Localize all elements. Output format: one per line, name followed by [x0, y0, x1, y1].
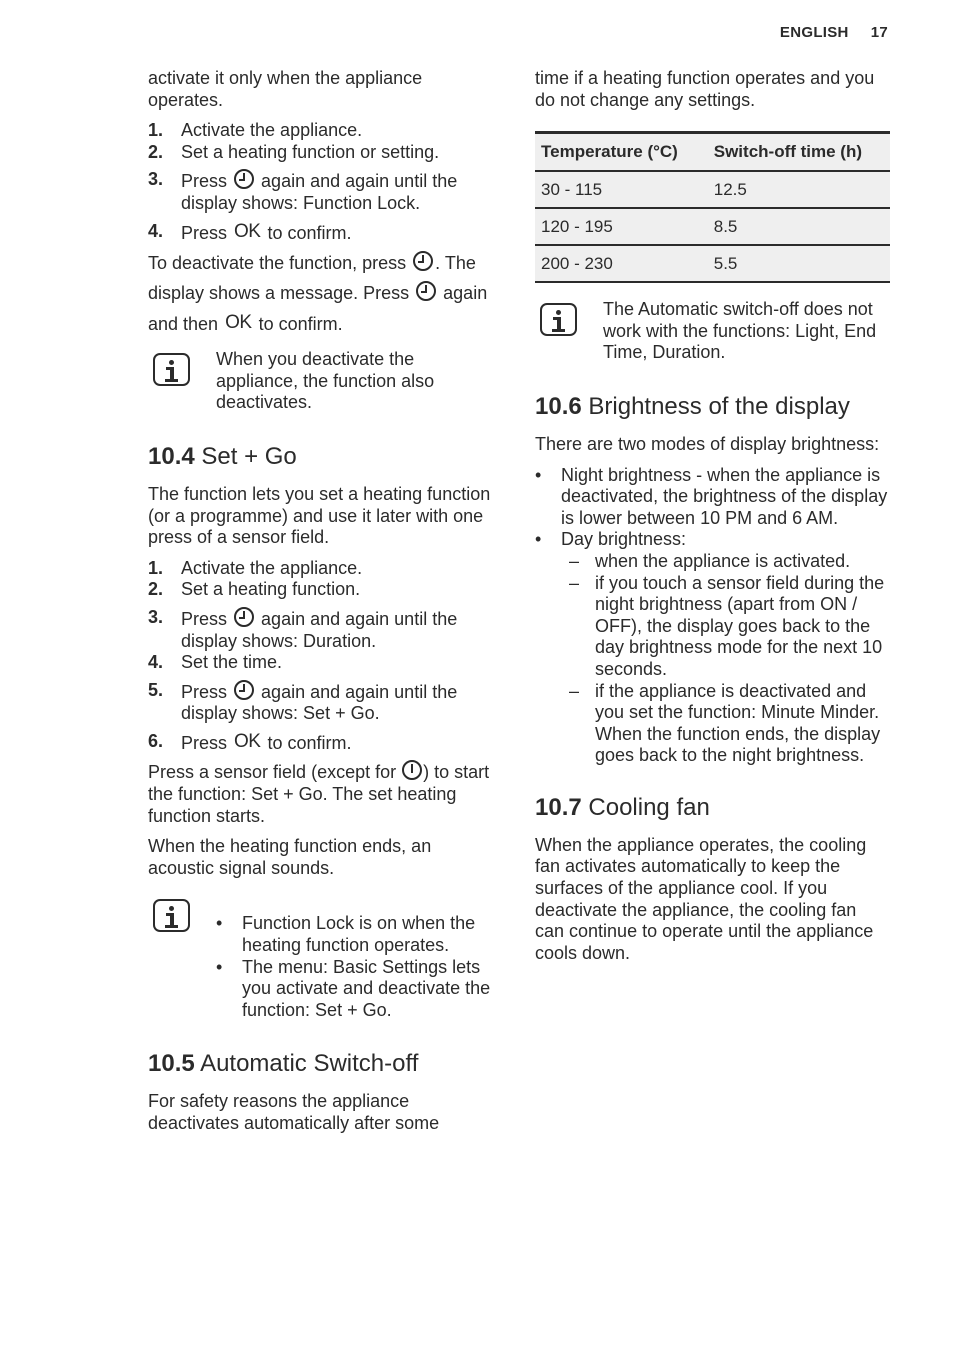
signal-text: When the heating function ends, an acoustic signal sounds.	[148, 836, 432, 878]
page-number: 17	[870, 24, 888, 41]
list-item: 1. Activate the appliance.	[148, 557, 363, 578]
list-item: 2. Set a heating function.	[148, 579, 361, 600]
list-item: 5. Press again and again until the display shows: Set + Go.	[148, 679, 458, 724]
language-label: ENGLISH	[779, 24, 849, 41]
info-note	[535, 299, 890, 364]
set-go-intro: The function lets you set a heating function (or a programme) and use it later with one press of a sensor field.	[148, 483, 491, 548]
list-item: 6. Press OK to confirm.	[148, 730, 352, 753]
ok-icon: OK	[234, 220, 261, 242]
brightness-intro: There are two modes of display brightness:	[535, 433, 880, 454]
ok-icon: OK	[234, 730, 261, 752]
clock-icon	[234, 169, 254, 189]
list-item: 1. Activate the appliance.	[148, 120, 363, 141]
deactivate-text: To deactivate the function, press . The display shows a message. Press again and then OK to confirm.	[148, 253, 488, 335]
clock-icon	[416, 281, 436, 301]
table-header-row	[535, 133, 890, 172]
set-go-steps-list	[148, 558, 500, 755]
table-row	[535, 245, 890, 282]
table-cell: 200 - 230	[535, 245, 704, 282]
lock-steps-list	[148, 120, 500, 244]
table-header: Switch-off time (h)	[704, 133, 890, 172]
table-row	[535, 208, 890, 245]
sensor-field-text: Press a sensor field (except for ) to start the function: Set + Go. The set heating function starts.	[148, 762, 490, 826]
table-cell: 120 - 195	[535, 208, 704, 245]
info-icon	[153, 353, 190, 386]
table-cell: 12.5	[704, 171, 890, 208]
intro-text: activate it only when the appliance operates.	[148, 68, 423, 110]
list-item: • Night brightness - when the appliance is deactivated, the brightness of the display is lower between 10 PM and 6 AM.	[535, 465, 890, 530]
list-item: – if the appliance is deactivated and you set the function: Minute Minder. When the function ends, the display goes back to the night brightness.	[561, 681, 890, 767]
list-item: 3. Press again and again until the display shows: Duration.	[148, 606, 458, 651]
clock-icon	[234, 607, 254, 627]
info-note-text: When you deactivate the appliance, the function also deactivates.	[216, 349, 435, 413]
list-item: 2. Set a heating function or setting.	[148, 141, 440, 162]
ok-icon: OK	[225, 312, 252, 334]
table-row	[535, 171, 890, 208]
info-icon	[153, 899, 190, 932]
info-note	[148, 349, 500, 414]
info-bullet-list	[216, 895, 500, 1021]
section-heading-brightness: 10.6 Brightness of the display	[535, 392, 850, 420]
list-item: • The menu: Basic Settings lets you activate and deactivate the function: Set + Go.	[216, 957, 500, 1022]
list-item: • Function Lock is on when the heating function operates.	[216, 913, 500, 956]
page-header	[780, 22, 888, 44]
power-icon	[402, 760, 422, 780]
table-cell: 8.5	[704, 208, 890, 245]
list-item: – when the appliance is activated.	[561, 551, 890, 573]
auto-off-intro: For safety reasons the appliance deactivates automatically after some	[148, 1091, 440, 1133]
list-item: 4. Press OK to confirm.	[148, 220, 352, 243]
info-icon	[540, 303, 577, 336]
list-item: • Day brightness: – when the appliance is activated. – if you touch a sensor field during the night brightness (apart from ON / OFF), the display goes back to the day brightness mode for the next 10 seconds. – if the appliance is deactivated and you set the function: Minute Minder. When the function ends, the display goes back to the night brightness.	[535, 529, 890, 767]
info-note-text: The Automatic switch-off does not work with the functions: Light, End Time, Duration.	[603, 299, 877, 363]
left-column	[148, 68, 500, 1144]
right-column	[535, 68, 890, 973]
section-heading-cooling-fan: 10.7 Cooling fan	[535, 793, 710, 821]
info-note	[148, 895, 500, 1021]
section-heading-set-go: 10.4 Set + Go	[148, 442, 297, 470]
list-item: 4. Set the time.	[148, 652, 283, 673]
switch-off-table	[535, 131, 890, 283]
clock-icon	[234, 680, 254, 700]
table-cell: 5.5	[704, 245, 890, 282]
section-heading-auto-off: 10.5 Automatic Switch-off	[148, 1050, 419, 1078]
list-item: 3. Press again and again until the display shows: Function Lock.	[148, 169, 458, 213]
auto-off-continued: time if a heating function operates and you do not change any settings.	[535, 68, 875, 110]
cooling-fan-text: When the appliance operates, the cooling fan activates automatically to keep the surfaces of the appliance cool. If you deactivate the appliance, the cooling fan can continue to operate until the appliance cools down.	[535, 834, 874, 963]
brightness-list	[535, 465, 890, 767]
day-brightness-sublist	[561, 551, 890, 767]
list-item: – if you touch a sensor field during the night brightness (apart from ON / OFF), the display goes back to the day brightness mode for the next 10 seconds.	[561, 573, 890, 681]
table-cell: 30 - 115	[535, 171, 704, 208]
clock-icon	[413, 251, 433, 271]
table-header: Temperature (°C)	[535, 133, 704, 172]
